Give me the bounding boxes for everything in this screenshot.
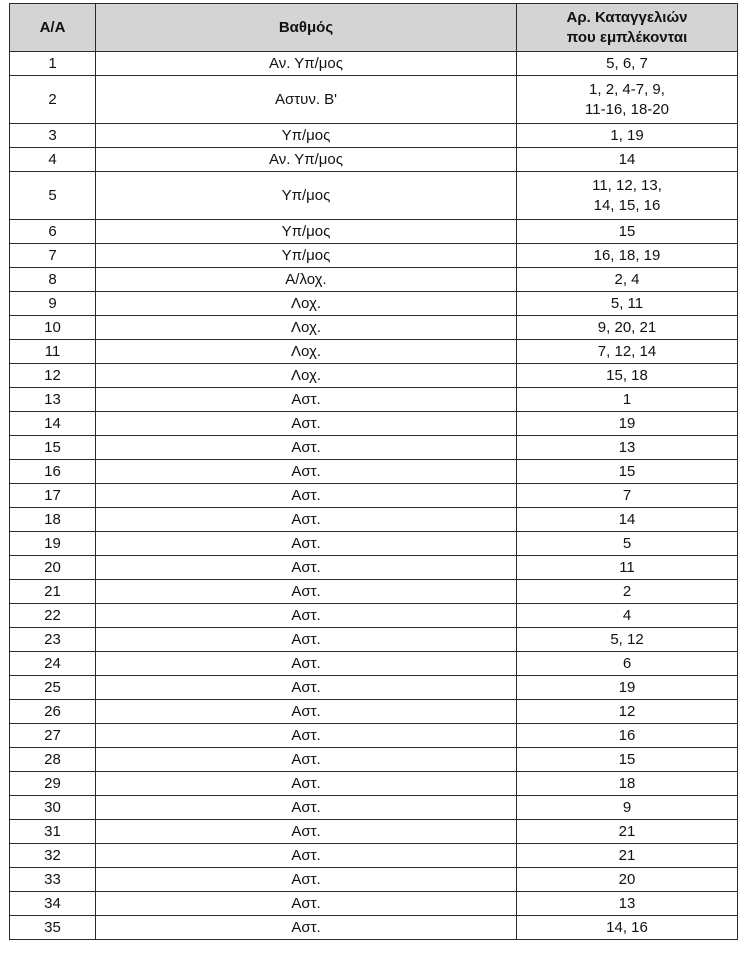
row-complaints <box>517 460 738 484</box>
row-aa: 1 <box>10 52 96 76</box>
table-row <box>10 244 738 268</box>
table-row <box>10 484 738 508</box>
row-complaints <box>517 364 738 388</box>
row-rank: Αστ. <box>96 556 517 580</box>
table-row <box>10 508 738 532</box>
table-row <box>10 172 738 220</box>
row-rank: Αστ. <box>96 796 517 820</box>
complaints-line: 11, 12, 13, <box>592 176 662 194</box>
row-aa: 32 <box>10 844 96 868</box>
row-rank: Υπ/μος <box>96 172 517 220</box>
row-rank: Λοχ. <box>96 292 517 316</box>
row-aa: 10 <box>10 316 96 340</box>
row-aa: 28 <box>10 748 96 772</box>
header-aa: Α/Α <box>10 4 96 52</box>
row-rank: Αστ. <box>96 916 517 940</box>
row-rank: Αστ. <box>96 484 517 508</box>
row-complaints <box>517 892 738 916</box>
table-row <box>10 748 738 772</box>
row-aa: 16 <box>10 460 96 484</box>
table-row <box>10 460 738 484</box>
complaints-line: 5, 12 <box>610 630 644 648</box>
table-row <box>10 844 738 868</box>
table-row <box>10 220 738 244</box>
complaints-line: 1, 19 <box>610 126 644 144</box>
row-rank: Υπ/μος <box>96 244 517 268</box>
complaints-line: 12 <box>618 702 636 720</box>
row-rank: Λοχ. <box>96 316 517 340</box>
row-complaints <box>517 748 738 772</box>
table-row <box>10 892 738 916</box>
row-aa: 19 <box>10 532 96 556</box>
table-row <box>10 796 738 820</box>
row-rank: Αστυν. Β' <box>96 76 517 124</box>
row-aa: 13 <box>10 388 96 412</box>
row-rank: Αστ. <box>96 412 517 436</box>
row-aa: 7 <box>10 244 96 268</box>
table-row <box>10 604 738 628</box>
complaints-line: 19 <box>618 414 636 432</box>
row-aa: 4 <box>10 148 96 172</box>
row-rank: Αν. Υπ/μος <box>96 52 517 76</box>
header-row <box>10 4 738 52</box>
table-row <box>10 628 738 652</box>
row-complaints <box>517 244 738 268</box>
row-aa: 20 <box>10 556 96 580</box>
row-complaints <box>517 316 738 340</box>
row-complaints <box>517 676 738 700</box>
complaints-line: 7, 12, 14 <box>597 342 657 360</box>
row-rank: Αστ. <box>96 388 517 412</box>
table-row <box>10 676 738 700</box>
complaints-line: 6 <box>622 654 632 672</box>
complaints-line: 1 <box>622 390 632 408</box>
row-complaints <box>517 292 738 316</box>
row-aa: 35 <box>10 916 96 940</box>
row-complaints <box>517 412 738 436</box>
table-row <box>10 412 738 436</box>
row-aa: 6 <box>10 220 96 244</box>
complaints-line: 14 <box>618 510 636 528</box>
row-aa: 34 <box>10 892 96 916</box>
complaints-line: 11 <box>619 558 635 576</box>
row-aa: 25 <box>10 676 96 700</box>
table-row <box>10 436 738 460</box>
row-rank: Αστ. <box>96 676 517 700</box>
row-rank: Αστ. <box>96 748 517 772</box>
complaints-line: 15, 18 <box>606 366 648 384</box>
row-rank: Αστ. <box>96 508 517 532</box>
table-row <box>10 652 738 676</box>
table-row <box>10 292 738 316</box>
row-complaints <box>517 532 738 556</box>
complaints-line: 5 <box>622 534 632 552</box>
complaints-line: 13 <box>618 438 636 456</box>
row-complaints <box>517 340 738 364</box>
complaints-line: 21 <box>618 846 636 864</box>
row-aa: 27 <box>10 724 96 748</box>
row-rank: Αστ. <box>96 724 517 748</box>
table-row <box>10 316 738 340</box>
row-rank: Αστ. <box>96 868 517 892</box>
row-complaints <box>517 388 738 412</box>
table-body <box>10 52 738 940</box>
row-rank: Λοχ. <box>96 364 517 388</box>
complaints-line: 2 <box>622 582 632 600</box>
personnel-complaints-table <box>9 3 738 940</box>
row-aa: 14 <box>10 412 96 436</box>
row-rank: Αστ. <box>96 460 517 484</box>
table-row <box>10 868 738 892</box>
table-row <box>10 820 738 844</box>
row-aa: 5 <box>10 172 96 220</box>
row-aa: 11 <box>10 340 96 364</box>
header-rank: Βαθμός <box>96 4 517 52</box>
complaints-line: 5, 6, 7 <box>606 54 648 72</box>
complaints-line: 5, 11 <box>610 294 644 312</box>
row-rank: Αστ. <box>96 436 517 460</box>
complaints-line: 18 <box>618 774 636 792</box>
table-row <box>10 700 738 724</box>
row-rank: Α/λοχ. <box>96 268 517 292</box>
complaints-line: 14 <box>618 150 636 168</box>
row-rank: Αστ. <box>96 700 517 724</box>
complaints-line: 7 <box>622 486 632 504</box>
header-complaints-line1: Αρ. Καταγγελιών <box>566 8 688 26</box>
row-aa: 22 <box>10 604 96 628</box>
complaints-line: 14, 15, 16 <box>593 196 661 214</box>
row-complaints <box>517 796 738 820</box>
row-complaints <box>517 844 738 868</box>
row-aa: 33 <box>10 868 96 892</box>
complaints-line: 11-16, 18-20 <box>585 100 669 118</box>
row-complaints <box>517 628 738 652</box>
table-row <box>10 556 738 580</box>
row-aa: 29 <box>10 772 96 796</box>
row-complaints <box>517 148 738 172</box>
complaints-line: 16, 18, 19 <box>593 246 661 264</box>
complaints-line: 15 <box>618 750 636 768</box>
row-aa: 12 <box>10 364 96 388</box>
complaints-line: 13 <box>618 894 636 912</box>
table-row <box>10 532 738 556</box>
row-aa: 30 <box>10 796 96 820</box>
row-aa: 23 <box>10 628 96 652</box>
row-rank: Αστ. <box>96 628 517 652</box>
table-row <box>10 772 738 796</box>
row-aa: 18 <box>10 508 96 532</box>
row-rank: Λοχ. <box>96 340 517 364</box>
row-complaints <box>517 124 738 148</box>
row-rank: Αστ. <box>96 652 517 676</box>
row-aa: 21 <box>10 580 96 604</box>
row-rank: Αστ. <box>96 532 517 556</box>
row-complaints <box>517 700 738 724</box>
row-complaints <box>517 916 738 940</box>
row-aa: 9 <box>10 292 96 316</box>
row-complaints <box>517 724 738 748</box>
table-row <box>10 580 738 604</box>
header-complaints <box>517 4 738 52</box>
table-row <box>10 388 738 412</box>
table-row <box>10 724 738 748</box>
row-complaints <box>517 268 738 292</box>
row-complaints <box>517 652 738 676</box>
row-aa: 3 <box>10 124 96 148</box>
table-row <box>10 340 738 364</box>
row-complaints <box>517 52 738 76</box>
header-complaints-line2: που εμπλέκονται <box>566 28 688 46</box>
row-rank: Αν. Υπ/μος <box>96 148 517 172</box>
row-aa: 26 <box>10 700 96 724</box>
row-complaints <box>517 556 738 580</box>
complaints-line: 20 <box>618 870 636 888</box>
row-complaints <box>517 772 738 796</box>
table-row <box>10 148 738 172</box>
row-complaints <box>517 580 738 604</box>
row-rank: Αστ. <box>96 772 517 796</box>
row-rank: Αστ. <box>96 580 517 604</box>
row-aa: 24 <box>10 652 96 676</box>
row-complaints <box>517 484 738 508</box>
row-complaints <box>517 508 738 532</box>
row-rank: Αστ. <box>96 820 517 844</box>
row-aa: 17 <box>10 484 96 508</box>
complaints-line: 15 <box>618 462 636 480</box>
complaints-line: 9, 20, 21 <box>597 318 657 336</box>
row-complaints <box>517 76 738 124</box>
row-complaints <box>517 820 738 844</box>
row-rank: Αστ. <box>96 844 517 868</box>
complaints-line: 9 <box>622 798 632 816</box>
row-complaints <box>517 868 738 892</box>
row-aa: 2 <box>10 76 96 124</box>
row-aa: 8 <box>10 268 96 292</box>
row-complaints <box>517 172 738 220</box>
complaints-line: 4 <box>622 606 632 624</box>
complaints-line: 19 <box>618 678 636 696</box>
row-aa: 31 <box>10 820 96 844</box>
complaints-line: 1, 2, 4-7, 9, <box>589 80 665 98</box>
row-rank: Αστ. <box>96 604 517 628</box>
complaints-line: 14, 16 <box>606 918 648 936</box>
table-row <box>10 124 738 148</box>
table-row <box>10 268 738 292</box>
row-rank: Αστ. <box>96 892 517 916</box>
row-complaints <box>517 436 738 460</box>
row-complaints <box>517 220 738 244</box>
complaints-line: 2, 4 <box>614 270 640 288</box>
table-row <box>10 52 738 76</box>
complaints-line: 21 <box>618 822 636 840</box>
table-row <box>10 916 738 940</box>
table-row <box>10 364 738 388</box>
row-rank: Υπ/μος <box>96 220 517 244</box>
complaints-line: 16 <box>618 726 636 744</box>
complaints-line: 15 <box>618 222 636 240</box>
row-complaints <box>517 604 738 628</box>
table-row <box>10 76 738 124</box>
row-aa: 15 <box>10 436 96 460</box>
row-rank: Υπ/μος <box>96 124 517 148</box>
